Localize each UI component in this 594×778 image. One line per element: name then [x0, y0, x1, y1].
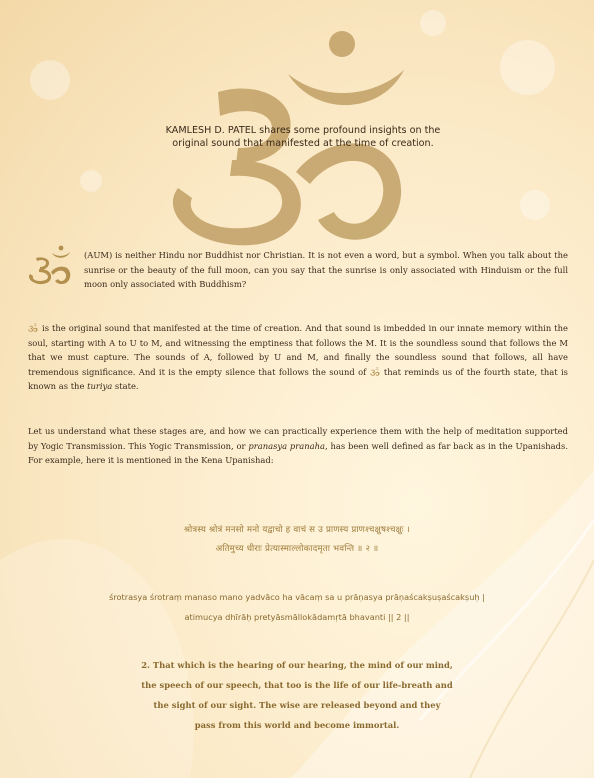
verse-line: अतिमुच्य धीराः प्रेत्यास्माल्लोकादमृता भवन्ति ॥ २ ॥: [215, 544, 379, 554]
paragraph-yogic-transmission: [28, 424, 568, 468]
paragraph-original-sound: [28, 321, 568, 394]
verse-line: the speech of our speech, that too is the life of our life-breath and: [141, 680, 453, 690]
verse-line: श्रोत्रस्य श्रोत्रं मनसो मनो यद्वाचो ह वाचं स उ प्राणस्य प्राणश्चक्षुषश्चक्षुः ।: [183, 525, 411, 535]
paragraph-text: , has been well defined as far back as in the Upanishads. For example, here it is mentioned in the Kena Upanishad:: [28, 440, 568, 465]
verse-line: pass from this world and become immortal.: [194, 720, 400, 730]
om-symbol-icon: [28, 323, 39, 332]
transliteration-verse: [60, 587, 534, 627]
paragraph-text: Let us understand what these stages are, and how we can practically experience them with the help of meditation supported by Yogic Transmission. This Yogic Transmission, or: [28, 426, 568, 451]
sanskrit-verse: [60, 521, 534, 559]
paragraph-text: that reminds us of the fourth state, that is known as the: [28, 366, 568, 391]
om-symbol-icon: [370, 367, 381, 376]
om-symbol-icon: [28, 244, 78, 286]
translation-verse: [60, 655, 534, 735]
term-turiya: turiya: [87, 381, 113, 391]
intro-caption: [148, 124, 458, 150]
intro-line: KAMLESH D. PATEL shares some profound insights on the: [165, 125, 441, 136]
paragraph-aum: [28, 248, 568, 292]
term-pranasya-pranaha: pranasya pranaha: [248, 440, 326, 451]
verse-line: the sight of our sight. The wise are released beyond and they: [153, 700, 441, 710]
intro-line: original sound that manifested at the time of creation.: [172, 138, 434, 149]
verse-line: 2. That which is the hearing of our hearing, the mind of our mind,: [141, 660, 453, 670]
paragraph-text: is the original sound that manifested at the time of creation. And that sound is imbedded in our innate memory within the soul, starting with A to U to M, and witnessing the emptiness that follows the M. It is the soundless sound that follows the M that we must capture. The sounds of A, followed by U and M, and finally the soundless sound that follows, all have tremendous significance. And it is the empty silence that follows the sound of: [28, 323, 568, 377]
paragraph-text: state.: [114, 381, 139, 391]
verse-line: śrotrasya śrotraṃ manaso mano yadvāco ha vācaṃ sa u prāṇasya prāṇaścakṣuṣaścakṣuḥ |: [109, 592, 485, 602]
verse-line: atimucya dhīrāḥ pretyāsmāllokādamṛtā bhavanti || 2 ||: [184, 612, 410, 622]
paragraph-text: (AUM) is neither Hindu nor Buddhist nor Christian. It is not even a word, but a symbol. When you talk about the sunrise or the beauty of the full moon, can you say that the sunrise is only associated with Hinduism or the full moon only associated with Buddhism?: [84, 250, 568, 289]
